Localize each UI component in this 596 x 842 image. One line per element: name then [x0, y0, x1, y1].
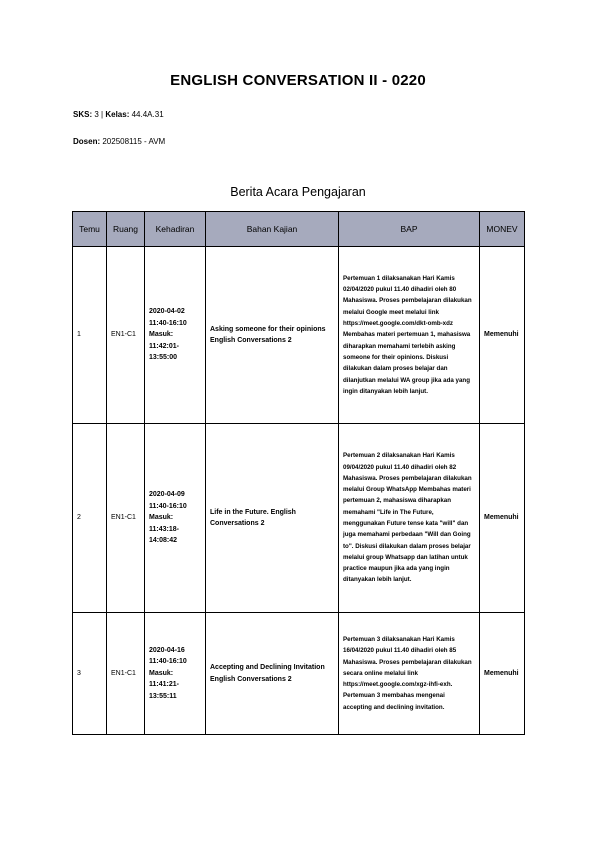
dosen-label: Dosen: [73, 137, 101, 146]
bap-table [72, 211, 525, 735]
cell-kehadiran: 2020-04-16 11:40-16:10 Masuk: 11:41:21-13:55:11 [145, 613, 206, 735]
header-ruang: Ruang [107, 212, 145, 247]
dosen-value: 202508115 - AVM [102, 137, 166, 146]
cell-bahan-kajian: Life in the Future. English Conversations 2 [206, 424, 339, 613]
cell-kehadiran: 2020-04-09 11:40-16:10 Masuk: 11:43:18-14:08:42 [145, 424, 206, 613]
course-meta [73, 110, 164, 119]
sks-label: SKS: [73, 110, 93, 119]
cell-ruang: EN1-C1 [107, 613, 145, 735]
cell-monev: Memenuhi [480, 247, 525, 424]
header-bahan-kajian: Bahan Kajian [206, 212, 339, 247]
cell-temu: 2 [73, 424, 107, 613]
document-title: ENGLISH CONVERSATION II - 0220 [170, 72, 426, 89]
bap-text: Pertemuan 2 dilaksanakan Hari Kamis 09/04/2020 pukul 11.40 dihadiri oleh 82 Mahasiswa. Proses pembelajaran dilakukan melalui Group WhatsApp Membahas materi pertemuan 2, mahasiswa diharapkan memahami "Life in The Future, menggunakan Future tense kata "will" dan juga memahami perbedaan "Will dan Going to". Diskusi dilakukan dalam proses belajar melalui group Whatsapp dan latihan untuk practice maupun jika ada yang ingin ditanyakan lebih lanjut. [343, 452, 472, 584]
header-monev: MONEV [480, 212, 525, 247]
table-row [73, 613, 525, 735]
cell-bap [339, 613, 480, 735]
cell-bahan-kajian: Accepting and Declining Invitation English Conversations 2 [206, 613, 339, 735]
cell-monev: Memenuhi [480, 613, 525, 735]
section-title: Berita Acara Pengajaran [230, 185, 366, 199]
header-kehadiran: Kehadiran [145, 212, 206, 247]
cell-ruang: EN1-C1 [107, 247, 145, 424]
cell-monev: Memenuhi [480, 424, 525, 613]
table-row [73, 247, 525, 424]
cell-bap [339, 424, 480, 613]
cell-ruang: EN1-C1 [107, 424, 145, 613]
cell-temu: 3 [73, 613, 107, 735]
meta-separator: | [101, 110, 104, 119]
sks-value: 3 [94, 110, 99, 119]
cell-temu: 1 [73, 247, 107, 424]
table-row [73, 424, 525, 613]
cell-kehadiran: 2020-04-02 11:40-16:10 Masuk: 11:42:01-13:55:00 [145, 247, 206, 424]
table-header-row [73, 212, 525, 247]
kelas-label: Kelas: [105, 110, 130, 119]
kelas-value: 44.4A.31 [131, 110, 164, 119]
lecturer-meta [73, 137, 165, 146]
bap-text: Pertemuan 3 dilaksanakan Hari Kamis 16/04/2020 pukul 11.40 dihadiri oleh 85 Mahasiswa. Proses pembelajaran dilakukan secara online melalui link https://meet.google.com/xgz-ihfi-exh. Pertemuan 3 membahas mengenai accepting and declining invitation. [343, 635, 472, 711]
header-bap: BAP [339, 212, 480, 247]
cell-bahan-kajian: Asking someone for their opinions English Conversations 2 [206, 247, 339, 424]
bap-text: Pertemuan 1 dilaksanakan Hari Kamis 02/04/2020 pukul 11.40 dihadiri oleh 80 Mahasiswa. Proses pembelajaran dilakukan melalui Google meet melalui link https://meet.google.com/dkt-omb-xdz Membahas materi pertemuan 1, mahasiswa diharapkan memahami terlebih asking someone for their opinions. Diskusi dilakukan dalam proses belajar dan dilanjutkan melalui WA group jika ada yang ingin ditanyakan lebih lanjut. [343, 274, 472, 395]
header-temu: Temu [73, 212, 107, 247]
cell-bap [339, 247, 480, 424]
